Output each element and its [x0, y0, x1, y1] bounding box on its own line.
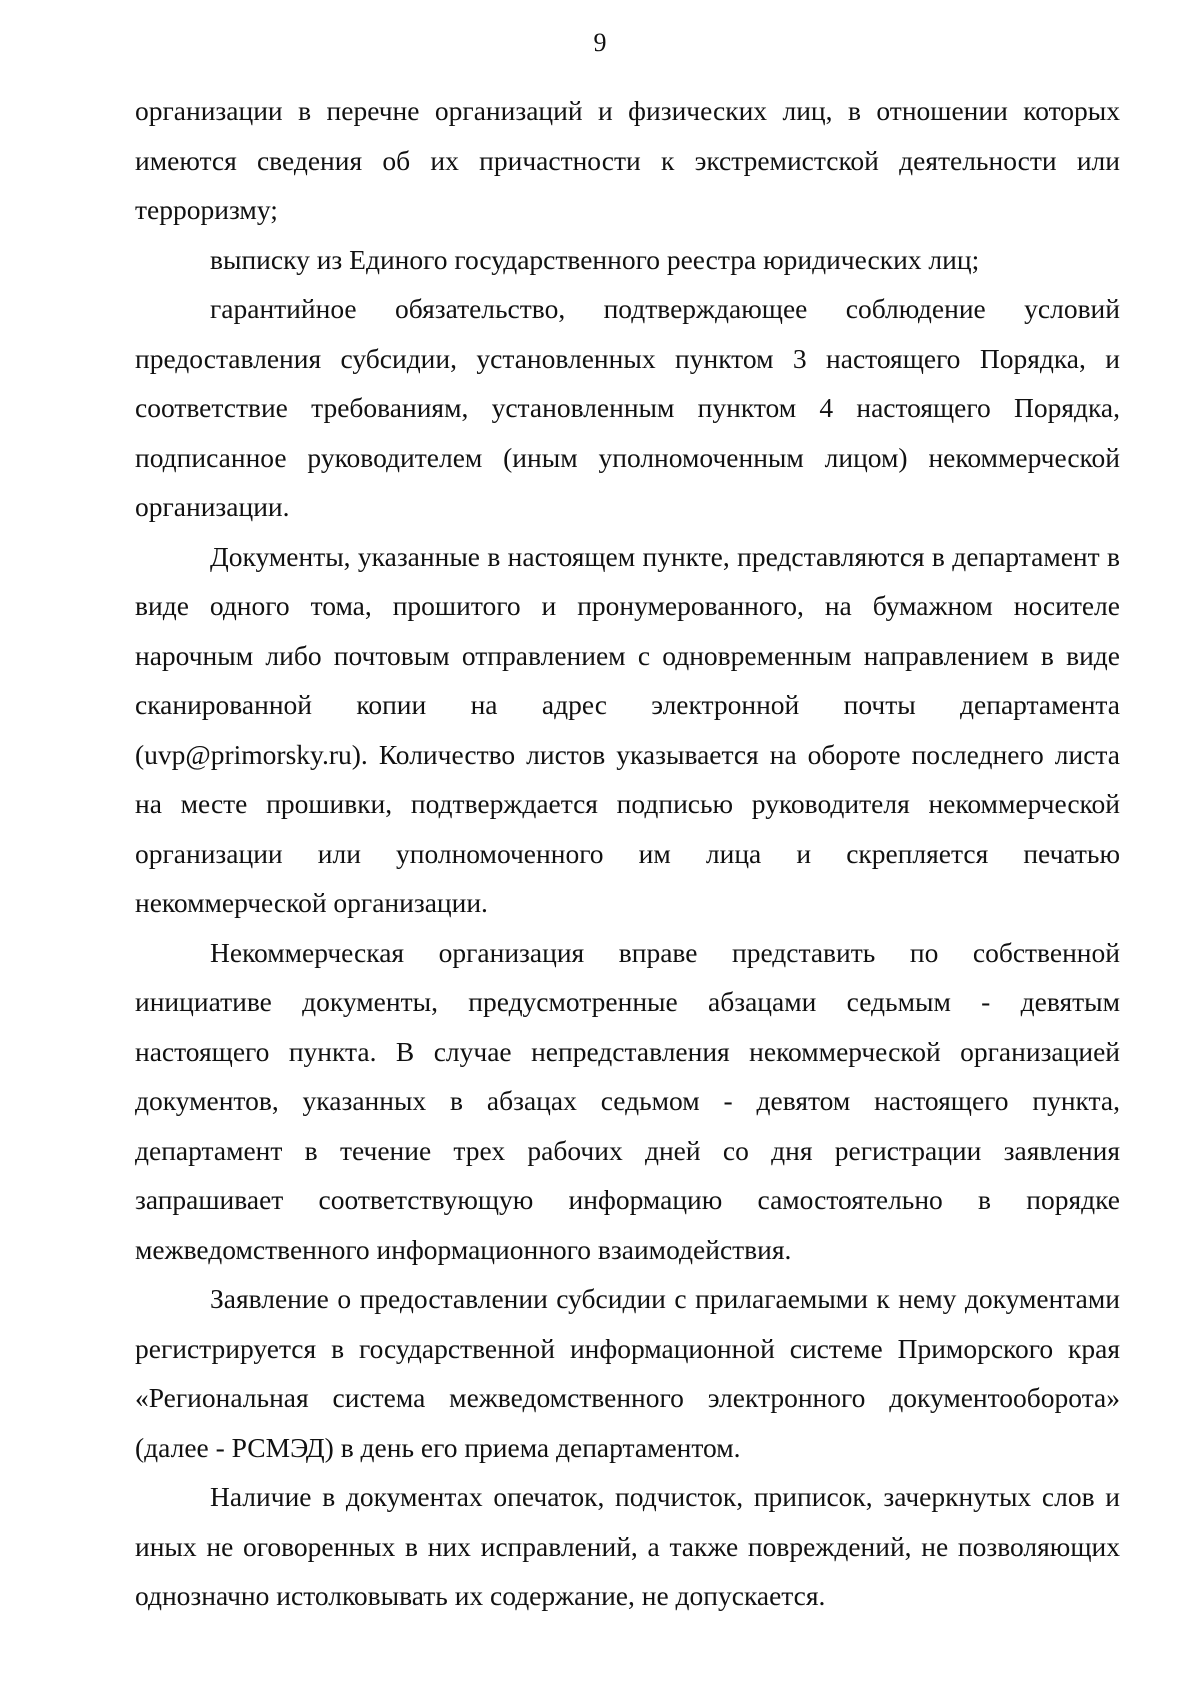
- paragraph-corrections-not-allowed: Наличие в документах опечаток, подчисток, приписок, зачеркнутых слов и иных не оговоренных в них исправлений, а также повреждений, не позволяющих однозначно истолковывать их содержание, не допускается.: [135, 1481, 1120, 1611]
- page-number: 9: [593, 28, 607, 57]
- paragraph-continuation: организации в перечне организаций и физических лиц, в отношении которых имеются сведения об их причастности к экстремистской деятельности или терроризму;: [135, 95, 1120, 225]
- document-body: [135, 86, 1120, 1621]
- paragraph-own-initiative: Некоммерческая организация вправе представить по собственной инициативе документы, предусмотренные абзацами седьмым - девятым настоящего пункта. В случае непредставления некоммерческой организацией документов, указанных в абзацах седьмом - девятом настоящего пункта, департамент в течение трех рабочих дней со дня регистрации заявления запрашивает соответствующую информацию самостоятельно в порядке межведомственного информационного взаимодействия.: [135, 936, 1120, 1265]
- paragraph-guarantee-obligation: гарантийное обязательство, подтверждающее соблюдение условий предоставления субсидии, установленных пунктом 3 настоящего Порядка, и соответствие требованиям, установленным пунктом 4 настоящего Порядка, подписанное руководителем (иным уполномоченным лицом) некоммерческой организации.: [135, 293, 1120, 522]
- paragraph-egrul-extract: выписку из Единого государственного реестра юридических лиц;: [210, 243, 980, 275]
- paragraph-documents-submission: Документы, указанные в настоящем пункте, представляются в департамент в виде одного тома, прошитого и пронумерованного, на бумажном носителе нарочным либо почтовым отправлением с одновременным направлением в виде сканированной копии на адрес электронной почты департамента (uvp@primorsky.ru). Количество листов указывается на обороте последнего листа на месте прошивки, подтверждается подписью руководителя некоммерческой организации или уполномоченного им лица и скрепляется печатью некоммерческой организации.: [135, 540, 1120, 918]
- paragraph-application-registration: Заявление о предоставлении субсидии с прилагаемыми к нему документами регистрируется в государственной информационной системе Приморского края «Региональная система межведомственного электронного документооборота» (далее - РСМЭД) в день его приема департаментом.: [135, 1283, 1120, 1463]
